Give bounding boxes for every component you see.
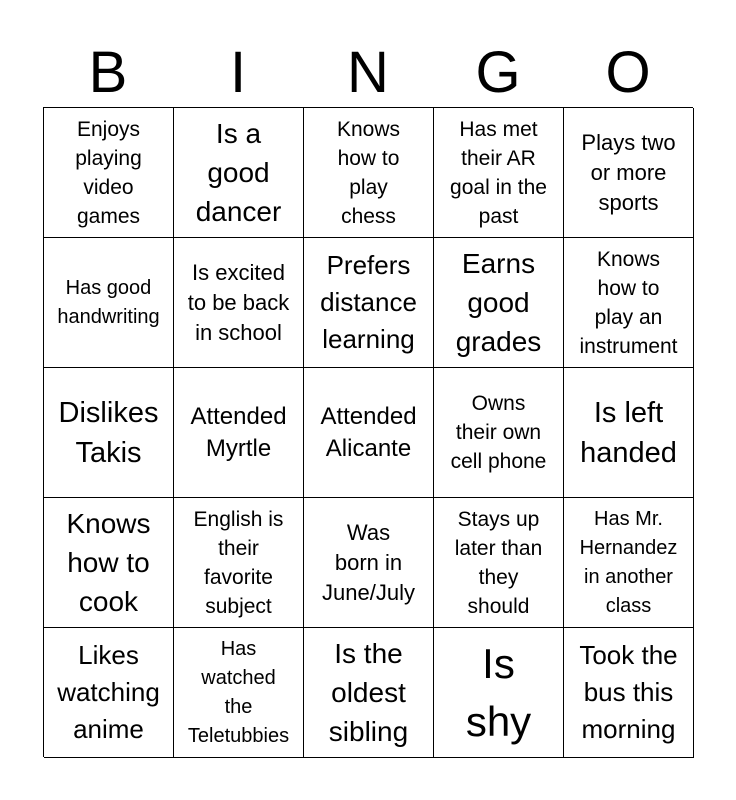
bingo-cell[interactable]: [44, 238, 174, 368]
bingo-board: [43, 107, 693, 757]
bingo-cell[interactable]: [304, 368, 434, 498]
bingo-cell[interactable]: [434, 628, 564, 758]
cell-text: Has met their AR goal in the past: [450, 117, 547, 228]
cell-text: Dislikes Takis: [58, 396, 159, 469]
cell-text: Prefers distance learning: [320, 250, 417, 354]
bingo-cell[interactable]: [174, 628, 304, 758]
cell-text: Is a good dancer: [195, 118, 282, 227]
cell-text: Was born in June/July: [322, 519, 415, 605]
header-letter-g: G: [475, 40, 521, 105]
cell-text: Is excited to be back in school: [187, 259, 290, 345]
bingo-cell[interactable]: [174, 368, 304, 498]
cell-text: Plays two or more sports: [581, 129, 676, 215]
cell-text: Is shy: [465, 639, 532, 745]
cell-text: Knows how to play an instrument: [579, 247, 678, 358]
bingo-cell[interactable]: [44, 498, 174, 628]
header-letter-b: B: [88, 40, 128, 105]
cell-text: Likes watching anime: [57, 640, 160, 744]
bingo-cell[interactable]: [304, 108, 434, 238]
bingo-cell[interactable]: [564, 238, 694, 368]
cell-text: Attended Alicante: [320, 402, 417, 462]
bingo-cell[interactable]: [434, 368, 564, 498]
bingo-cell[interactable]: [44, 368, 174, 498]
bingo-cell[interactable]: [434, 498, 564, 628]
cell-text: Attended Myrtle: [190, 402, 287, 462]
cell-text: Has Mr. Hernandez in another class: [579, 507, 678, 617]
cell-text: Is the oldest sibling: [328, 638, 409, 747]
header-letter-i: I: [229, 40, 247, 105]
bingo-cell[interactable]: [564, 368, 694, 498]
cell-text: English is their favorite subject: [193, 507, 284, 618]
cell-text: Owns their own cell phone: [450, 392, 547, 473]
bingo-cell[interactable]: [174, 108, 304, 238]
cell-text: Stays up later than they should: [454, 507, 543, 618]
bingo-cell[interactable]: [44, 108, 174, 238]
cell-text: Has good handwriting: [57, 276, 160, 328]
cell-text: Has watched the Teletubbies: [187, 637, 290, 747]
cell-text: Earns good grades: [455, 248, 542, 357]
cell-text: Took the bus this morning: [579, 640, 678, 744]
bingo-cell[interactable]: [564, 628, 694, 758]
cell-text: Knows how to play chess: [336, 117, 401, 228]
bingo-cell[interactable]: [434, 108, 564, 238]
bingo-cell[interactable]: [304, 628, 434, 758]
cell-text: Is left handed: [580, 396, 677, 469]
cell-text: Enjoys playing video games: [75, 117, 142, 228]
bingo-cell[interactable]: [304, 238, 434, 368]
bingo-cell[interactable]: [434, 238, 564, 368]
bingo-cell[interactable]: [564, 498, 694, 628]
header-letter-o: O: [605, 40, 651, 105]
header-letter-n: N: [347, 40, 389, 105]
bingo-cell[interactable]: [304, 498, 434, 628]
bingo-cell[interactable]: [44, 628, 174, 758]
bingo-cell[interactable]: [564, 108, 694, 238]
bingo-header: [43, 40, 693, 106]
bingo-cell[interactable]: [174, 498, 304, 628]
cell-text: Knows how to cook: [66, 508, 151, 617]
bingo-cell[interactable]: [174, 238, 304, 368]
